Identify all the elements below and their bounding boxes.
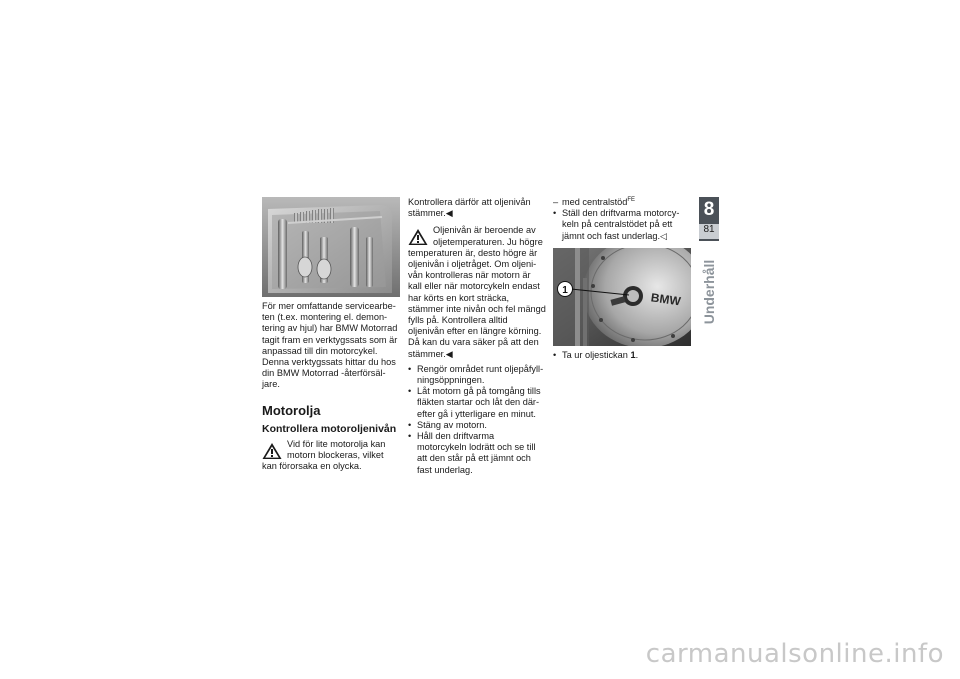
tool-kit-paragraph: För mer omfattande servicearbe-ten (t.ex. montering el. demon-tering av hjul) har BMW Motorrad tagit fram en verktygssats som är anpassad till din motorcykel. Denna verktygssats hittar du hos din BMW Motorrad -återförsäl-jare. bbox=[262, 301, 398, 390]
dipstick-step bbox=[553, 350, 693, 361]
page-number: 81 bbox=[699, 224, 719, 239]
section-side-text: Underhåll bbox=[701, 259, 717, 325]
watermark: carmanualsonline.info bbox=[645, 639, 944, 669]
option-text: med centralstöd bbox=[562, 197, 628, 207]
list-item: • Stäng av motorn. bbox=[408, 420, 546, 431]
option-superscript: FE bbox=[627, 196, 636, 203]
warning-block-oil-low bbox=[262, 439, 400, 473]
callout-number: 1 bbox=[562, 284, 568, 296]
warning-text: Vid för lite motorolja kan motorn blockeras, vilket kan förorsaka en olycka. bbox=[262, 438, 386, 472]
section-side-label bbox=[697, 252, 721, 332]
list-item bbox=[553, 350, 693, 361]
list-item: • Rengör området runt oljepåfyll-ningsöppningen. bbox=[408, 364, 546, 386]
chapter-tab bbox=[699, 197, 719, 241]
centerstand-step bbox=[553, 208, 693, 242]
engine-photo bbox=[553, 248, 691, 346]
dipstick-step-end: . bbox=[635, 349, 639, 360]
warning-icon bbox=[408, 228, 428, 246]
step-list bbox=[408, 364, 546, 476]
list-item: • Låt motorn gå på tomgång tills fläkten startar och låt den där-efter gå i ytterligare en minut. bbox=[408, 386, 546, 420]
list-item: • Ställ den driftvarma motorcy-keln på centralstödet på ett jämnt och fast underlag.◁ bbox=[553, 208, 693, 242]
tool-kit-illustration bbox=[262, 197, 400, 297]
warning-text: Oljenivån är beroende av oljetemperaturen. Ju högre temperaturen är, desto högre är oljenivån i oljetråget. Om oljeni-vån kontrolleras när motorn är kall eller när motorcykeln endast har körts en kort sträcka, stämmer inte nivån och fel mängd fylls på. Kontrollera alltid oljenivån efter en längre körning. Då kan du vara säker på att den stämmer.◀ bbox=[408, 225, 546, 359]
lead-text: Kontrollera därför att oljenivån stämmer.◀ bbox=[408, 197, 531, 219]
engine-cover-logo: BMW bbox=[650, 290, 682, 309]
warning-block-oil-level bbox=[408, 225, 546, 359]
tool-kit-photo bbox=[262, 197, 400, 297]
chapter-number: 8 bbox=[703, 199, 715, 220]
column-1 bbox=[262, 197, 400, 472]
engine-illustration bbox=[553, 248, 691, 346]
column-2 bbox=[408, 197, 546, 476]
dipstick-reference: 1 bbox=[630, 349, 636, 360]
column-3 bbox=[553, 197, 693, 361]
option-line bbox=[553, 197, 693, 208]
warning-icon bbox=[262, 442, 282, 460]
dipstick-step-text: Ta ur oljestickan bbox=[562, 349, 628, 360]
subsection-title: Kontrollera motoroljenivån bbox=[262, 422, 397, 435]
section-title: Motorolja bbox=[262, 402, 321, 418]
list-item: • Håll den driftvarma motorcykeln lodrätt och se till att den står på ett jämnt och fast underlag. bbox=[408, 431, 546, 476]
